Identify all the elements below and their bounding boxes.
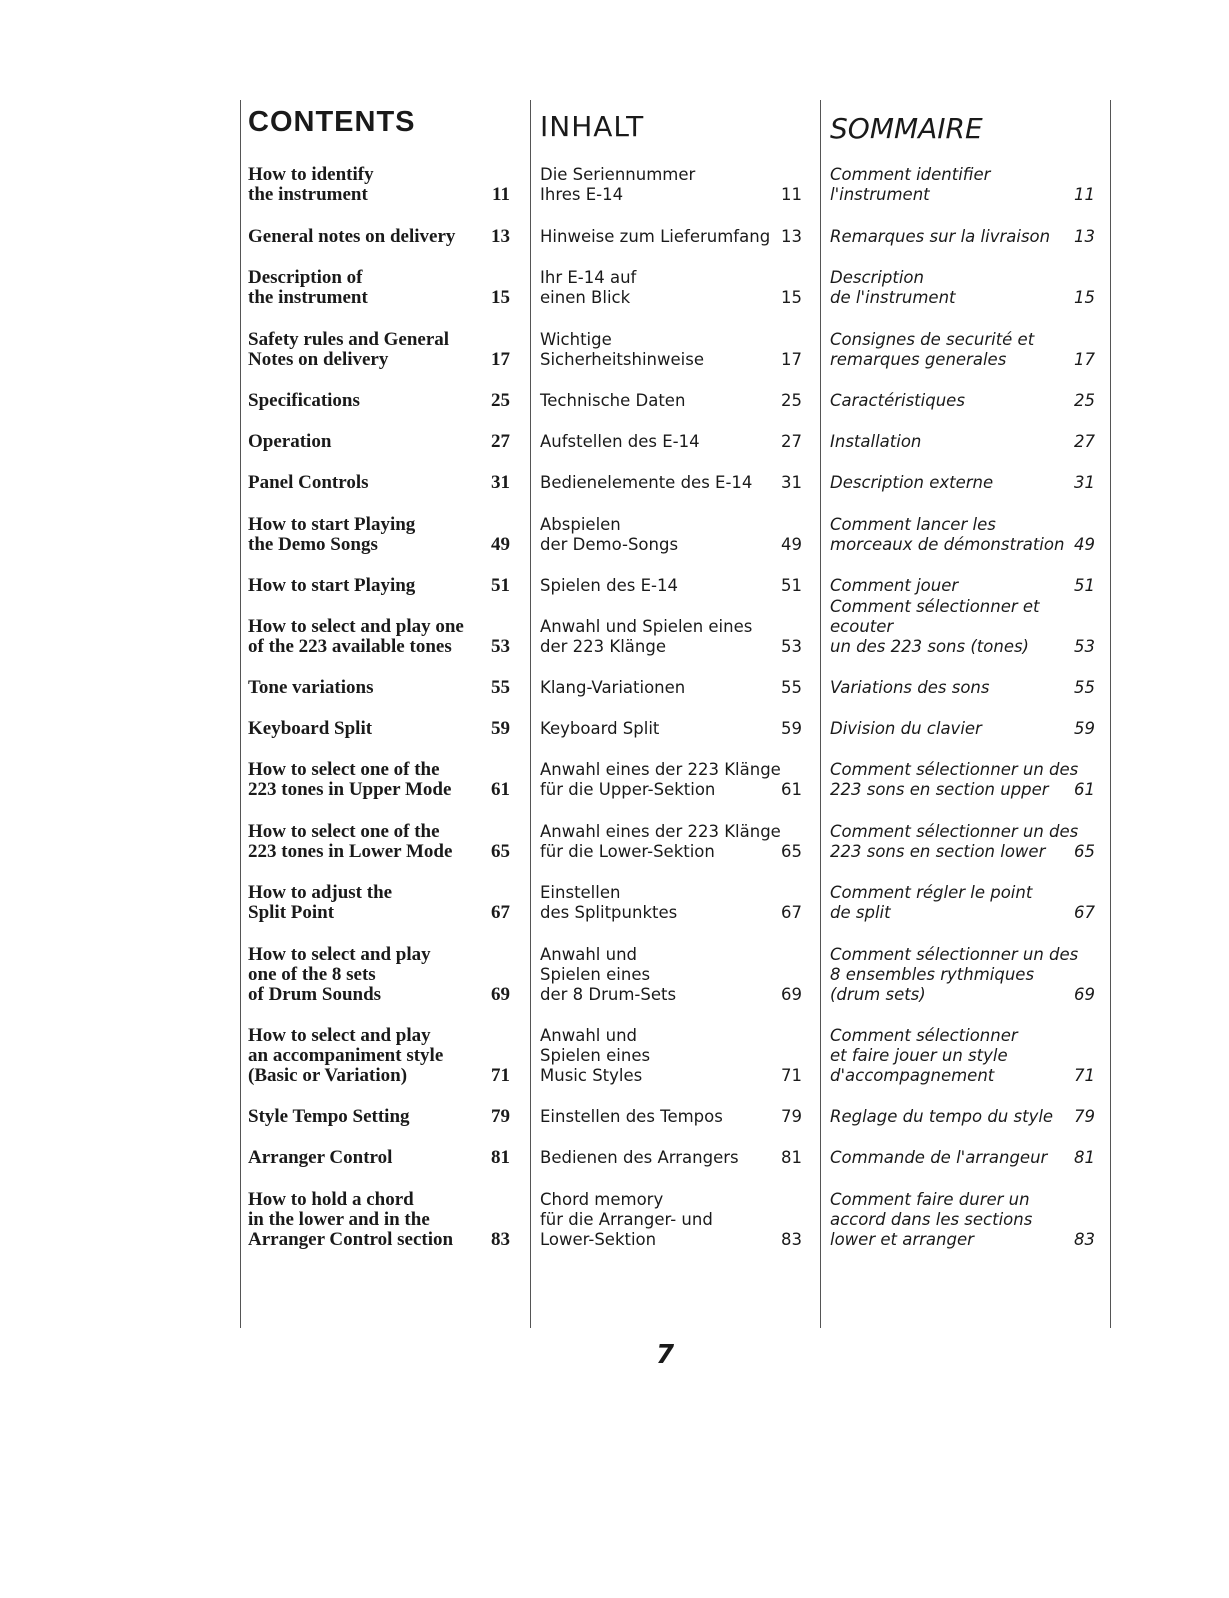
toc-entry-title: Anwahl und Spielen eines der 223 Klänge [540,617,753,656]
toc-entry-page-number: 31 [781,473,802,492]
toc-entry-title: Arranger Control [248,1147,393,1168]
toc-entry-page-number: 59 [1074,719,1095,738]
column-divider-middle-right [820,100,821,1328]
toc-entry-page-number: 59 [781,719,802,738]
toc-entry-page-number: 17 [1074,350,1095,369]
toc-entry-page-number: 81 [781,1148,802,1167]
toc-entry-title: Panel Controls [248,472,369,493]
toc-entry-page-number: 83 [1074,1230,1095,1249]
toc-entry-page-number: 13 [1074,227,1095,246]
column-title: SOMMAIRE [830,112,983,145]
toc-entry-page-number: 79 [781,1107,802,1126]
toc-entry-page-number: 71 [781,1066,802,1085]
toc-entry-title: Installation [830,432,922,451]
toc-entry-title: Anwahl und Spielen eines der 8 Drum-Sets [540,945,677,1004]
column-title: CONTENTS [248,106,416,138]
toc-entry-page-number: 61 [1074,780,1095,799]
toc-entry-page-number: 55 [781,678,802,697]
toc-entry-title: Chord memory für die Arranger- und Lower-Sektion [540,1190,713,1249]
toc-entry-page-number: 27 [1074,432,1095,451]
toc-entry-title: How to select one of the 223 tones in Lower Mode [248,821,453,862]
toc-entry-title: Anwahl eines der 223 Klänge für die Lower-Sektion [540,822,781,861]
toc-entry-page-number: 31 [1074,473,1095,492]
toc-entry-title: Description of the instrument [248,267,368,308]
toc-entry-title: Comment faire durer un accord dans les sections lower et arranger [830,1190,1033,1249]
column-title: INHALT [540,110,645,143]
toc-entry-title: How to select and play an accompaniment style (Basic or Variation) [248,1025,444,1086]
toc-entry [540,100,802,1250]
toc-entry-page-number: 15 [1074,288,1095,307]
toc-entry-title: Variations des sons [830,678,990,697]
toc-entry-title: Division du clavier [830,719,982,738]
toc-entry-page-number: 83 [781,1230,802,1249]
toc-entry-page-number: 61 [491,779,510,800]
toc-entry-title: How to select and play one of the 223 available tones [248,616,464,657]
toc-entry-page-number: 67 [1074,903,1095,922]
page-number: 7 [655,1340,675,1370]
toc-entry-title: Comment jouer [830,576,959,595]
toc-entry-title: Style Tempo Setting [248,1106,410,1127]
toc-entry-page-number: 69 [781,985,802,1004]
toc-entry-title: Klang-Variationen [540,678,686,697]
toc-entry-title: Reglage du tempo du style [830,1107,1054,1126]
toc-entry-title: How to adjust the Split Point [248,882,393,923]
toc-entry-title: Anwahl und Spielen eines Music Styles [540,1026,651,1085]
toc-entry-page-number: 55 [1074,678,1095,697]
toc-entry-title: General notes on delivery [248,226,456,247]
toc-entry-page-number: 83 [491,1229,510,1250]
toc-entry-title: Keyboard Split [540,719,660,738]
toc-entry-title: Commande de l'arrangeur [830,1148,1048,1167]
toc-entry-title: Comment sélectionner et faire jouer un style d'accompagnement [830,1026,1018,1085]
toc-entry-title: How to select one of the 223 tones in Upper Mode [248,759,452,800]
toc-entry-page-number: 69 [1074,985,1095,1004]
toc-entry-page-number: 25 [781,391,802,410]
toc-entry-page-number: 55 [491,677,510,698]
toc-entry-title: Hinweise zum Lieferumfang [540,227,771,246]
toc-entry-title: Description externe [830,473,994,492]
toc-entry-page-number: 15 [781,288,802,307]
toc-entry-page-number: 65 [1074,842,1095,861]
toc-entry-page-number: 49 [491,534,510,555]
toc-entry-page-number: 53 [1074,637,1095,656]
toc-entry-title: Caractéristiques [830,391,965,410]
toc-entry-page-number: 49 [1074,535,1095,554]
toc-entry-title: Comment régler le point de split [830,883,1033,922]
toc-entry-page-number: 13 [491,226,510,247]
toc-entry-page-number: 79 [1074,1107,1095,1126]
toc-entry-page-number: 13 [781,227,802,246]
toc-entry-title: How to start Playing [248,575,416,596]
toc-entry-title: How to start Playing the Demo Songs [248,514,416,555]
toc-entry-page-number: 51 [491,575,510,596]
toc-entry-title: Comment sélectionner un des 8 ensembles rythmiques (drum sets) [830,945,1079,1004]
toc-entry-page-number: 11 [781,185,802,204]
toc-entry-page-number: 53 [491,636,510,657]
toc-entry-page-number: 71 [1074,1066,1095,1085]
toc-entry [248,100,510,1250]
toc-entry-title: Comment sélectionner un des 223 sons en section upper [830,760,1079,799]
toc-entry-page-number: 65 [781,842,802,861]
toc-entry [830,100,1095,1250]
toc-entry-page-number: 67 [491,902,510,923]
toc-entry-page-number: 11 [1074,185,1095,204]
toc-entry-title: Comment identifier l'instrument [830,165,991,204]
toc-entry-title: Operation [248,431,332,452]
toc-entry-page-number: 17 [781,350,802,369]
toc-entry-title: How to hold a chord in the lower and in the Arranger Control section [248,1189,454,1250]
column-divider-right [1110,100,1111,1328]
toc-entry-page-number: 15 [491,287,510,308]
toc-entry-title: Abspielen der Demo-Songs [540,515,679,554]
toc-entry-page-number: 27 [491,431,510,452]
toc-entry-title: Wichtige Sicherheitshinweise [540,330,704,369]
toc-entry-page-number: 65 [491,841,510,862]
toc-entry-title: Safety rules and General Notes on delivery [248,329,450,370]
toc-entry-title: Comment sélectionner et ecouter un des 223 sons (tones) [830,597,1040,656]
toc-entry-title: Comment sélectionner un des 223 sons en section lower [830,822,1079,861]
toc-entry-page-number: 81 [491,1147,510,1168]
toc-entry-title: Technische Daten [540,391,686,410]
toc-entry-title: Bedienelemente des E-14 [540,473,753,492]
toc-entry-page-number: 79 [491,1106,510,1127]
toc-entry-title: Keyboard Split [248,718,373,739]
toc-entry-page-number: 49 [781,535,802,554]
toc-entry-page-number: 69 [491,984,510,1005]
toc-entry-page-number: 53 [781,637,802,656]
toc-entry-page-number: 61 [781,780,802,799]
toc-entry-page-number: 25 [491,390,510,411]
toc-entry-page-number: 59 [491,718,510,739]
toc-entry-page-number: 25 [1074,391,1095,410]
toc-entry-title: Specifications [248,390,360,411]
toc-entry-page-number: 51 [781,576,802,595]
toc-entry-title: Description de l'instrument [830,268,956,307]
toc-entry-title: Comment lancer les morceaux de démonstration [830,515,1065,554]
toc-entry-title: Tone variations [248,677,374,698]
toc-entry-title: Anwahl eines der 223 Klänge für die Upper-Sektion [540,760,781,799]
toc-entry-page-number: 67 [781,903,802,922]
toc-entry-page-number: 11 [492,184,510,205]
toc-entry-title: How to identify the instrument [248,164,374,205]
toc-entry-title: Consignes de securité et remarques generales [830,330,1035,369]
toc-entry-title: Spielen des E-14 [540,576,678,595]
toc-entry-title: Einstellen des Tempos [540,1107,723,1126]
toc-entry-page-number: 51 [1074,576,1095,595]
toc-entry-page-number: 31 [491,472,510,493]
column-divider-left [240,100,241,1328]
toc-entry-title: Einstellen des Splitpunktes [540,883,678,922]
toc-entry-title: Bedienen des Arrangers [540,1148,739,1167]
toc-entry-title: How to select and play one of the 8 sets of Drum Sounds [248,944,431,1005]
toc-entry-page-number: 81 [1074,1148,1095,1167]
toc-entry-page-number: 27 [781,432,802,451]
toc-entry-title: Remarques sur la livraison [830,227,1051,246]
toc-entry-title: Ihr E-14 auf einen Blick [540,268,637,307]
toc-entry-title: Aufstellen des E-14 [540,432,700,451]
toc-entry-title: Die Seriennummer Ihres E-14 [540,165,696,204]
toc-entry-page-number: 17 [491,349,510,370]
toc-entry-page-number: 71 [491,1065,510,1086]
column-divider-middle-left [530,100,531,1328]
